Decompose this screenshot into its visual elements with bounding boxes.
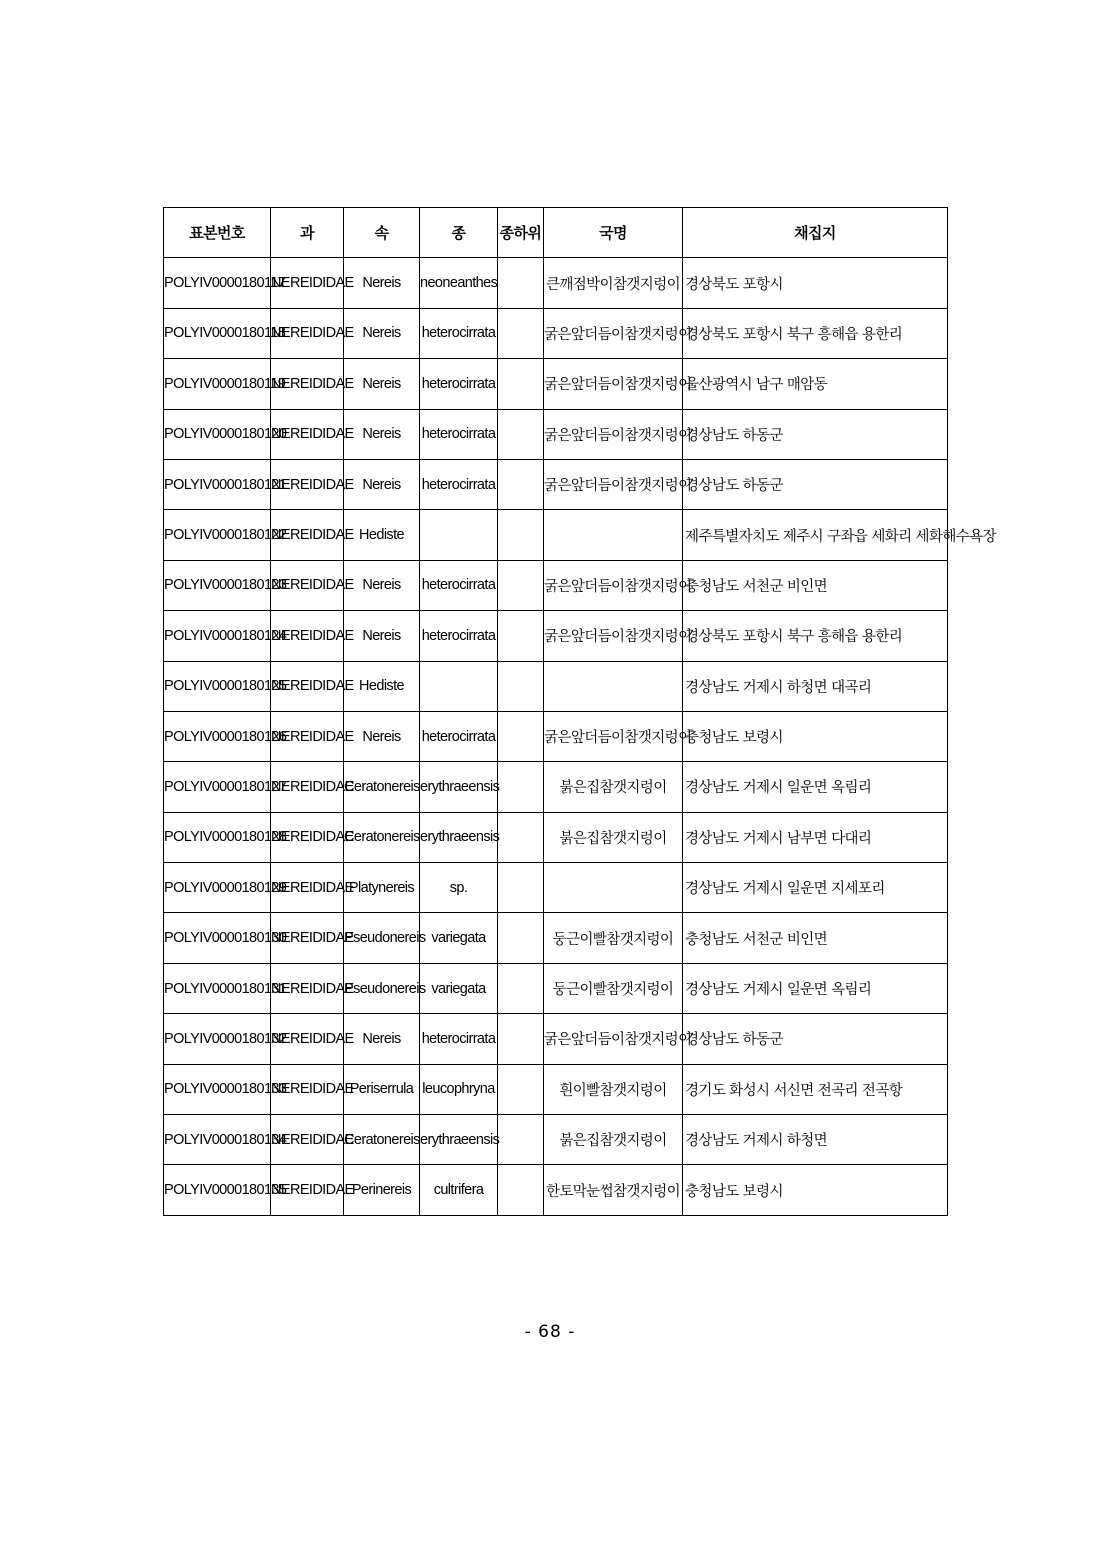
family-cell: NEREIDIDAE: [271, 963, 344, 1013]
korean-name-cell: 붉은집참갯지렁이: [544, 762, 683, 812]
collection-site-cell: 경상남도 거제시 하청면: [683, 1115, 948, 1165]
genus-cell: Periserrula: [344, 1064, 420, 1114]
genus-cell: Platynereis: [344, 863, 420, 913]
table-row: [164, 560, 948, 610]
subspecies-cell: [498, 661, 544, 711]
species-cell: cultrifera: [420, 1165, 498, 1215]
species-cell: erythraeensis: [420, 812, 498, 862]
family-cell: NEREIDIDAE: [271, 863, 344, 913]
table-row: [164, 1014, 948, 1064]
family-cell: NEREIDIDAE: [271, 1115, 344, 1165]
species-cell: erythraeensis: [420, 1115, 498, 1165]
subspecies-cell: [498, 359, 544, 409]
specimen-number-cell: POLYIV0000180118: [164, 308, 271, 358]
table-row: [164, 812, 948, 862]
specimen-table: [163, 207, 996, 1216]
table-row: [164, 1064, 948, 1114]
korean-name-cell: 둥근이빨참갯지렁이: [544, 963, 683, 1013]
family-cell: NEREIDIDAE: [271, 812, 344, 862]
collection-site-cell: 경상남도 거제시 하청면 대곡리: [683, 661, 948, 711]
genus-cell: Nereis: [344, 258, 420, 308]
genus-cell: Hediste: [344, 510, 420, 560]
species-cell: sp.: [420, 863, 498, 913]
collection-site-cell: 충청남도 보령시: [683, 1165, 948, 1215]
subspecies-cell: [498, 611, 544, 661]
genus-cell: Nereis: [344, 409, 420, 459]
subspecies-cell: [498, 1064, 544, 1114]
table-body: [164, 258, 996, 1215]
genus-cell: Perinereis: [344, 1165, 420, 1215]
species-cell: heterocirrata: [420, 560, 498, 610]
genus-cell: Nereis: [344, 359, 420, 409]
collection-site-cell: 경상남도 하동군: [683, 1014, 948, 1064]
subspecies-cell: [498, 711, 544, 761]
family-cell: NEREIDIDAE: [271, 1165, 344, 1215]
specimen-number-cell: POLYIV0000180132: [164, 1014, 271, 1064]
family-cell: NEREIDIDAE: [271, 359, 344, 409]
header-subspecies: 종하위: [498, 208, 544, 258]
specimen-number-cell: POLYIV0000180117: [164, 258, 271, 308]
specimen-number-cell: POLYIV0000180135: [164, 1165, 271, 1215]
specimen-number-cell: POLYIV0000180128: [164, 812, 271, 862]
family-cell: NEREIDIDAE: [271, 762, 344, 812]
table-row: [164, 1115, 948, 1165]
korean-name-cell: 굵은앞더듬이참갯지렁이: [544, 459, 683, 509]
korean-name-cell: 흰이빨참갯지렁이: [544, 1064, 683, 1114]
collection-site-cell: 경기도 화성시 서신면 전곡리 전곡항: [683, 1064, 948, 1114]
korean-name-cell: 굵은앞더듬이참갯지렁이: [544, 711, 683, 761]
table-row: [164, 1165, 948, 1215]
genus-cell: Nereis: [344, 711, 420, 761]
korean-name-cell: [544, 510, 683, 560]
genus-cell: Nereis: [344, 611, 420, 661]
species-cell: heterocirrata: [420, 459, 498, 509]
subspecies-cell: [498, 812, 544, 862]
species-cell: heterocirrata: [420, 359, 498, 409]
table-row: [164, 863, 948, 913]
header-korean-name: 국명: [544, 208, 683, 258]
genus-cell: Nereis: [344, 560, 420, 610]
korean-name-cell: 한토막눈썹참갯지렁이: [544, 1165, 683, 1215]
collection-site-cell: 경상북도 포항시 북구 흥해읍 용한리: [683, 611, 948, 661]
header-family: 과: [271, 208, 344, 258]
species-cell: variegata: [420, 913, 498, 963]
subspecies-cell: [498, 510, 544, 560]
subspecies-cell: [498, 963, 544, 1013]
family-cell: NEREIDIDAE: [271, 459, 344, 509]
header-row: [164, 208, 948, 258]
korean-name-cell: 굵은앞더듬이참갯지렁이: [544, 409, 683, 459]
collection-site-cell: 경상남도 거제시 남부면 다대리: [683, 812, 948, 862]
collection-site-cell: 경상북도 포항시: [683, 258, 948, 308]
subspecies-cell: [498, 863, 544, 913]
korean-name-cell: 둥근이빨참갯지렁이: [544, 913, 683, 963]
species-cell: heterocirrata: [420, 409, 498, 459]
specimen-number-cell: POLYIV0000180125: [164, 661, 271, 711]
collection-site-cell: 경상남도 하동군: [683, 409, 948, 459]
genus-cell: Ceratonereis: [344, 1115, 420, 1165]
genus-cell: Pseudonereis: [344, 913, 420, 963]
genus-cell: Ceratonereis: [344, 812, 420, 862]
korean-name-cell: [544, 863, 683, 913]
collection-site-cell: 울산광역시 남구 매암동: [683, 359, 948, 409]
species-cell: heterocirrata: [420, 711, 498, 761]
species-cell: leucophryna: [420, 1064, 498, 1114]
page-number: - 68 -: [524, 1322, 576, 1342]
family-cell: NEREIDIDAE: [271, 510, 344, 560]
species-cell: variegata: [420, 963, 498, 1013]
specimen-number-cell: POLYIV0000180131: [164, 963, 271, 1013]
genus-cell: Nereis: [344, 1014, 420, 1064]
header-species: 종: [420, 208, 498, 258]
table-row: [164, 308, 948, 358]
table-row: [164, 963, 948, 1013]
table-row: [164, 409, 948, 459]
species-cell: [420, 661, 498, 711]
collection-site-cell: 경상남도 하동군: [683, 459, 948, 509]
collection-site-cell: 충청남도 서천군 비인면: [683, 913, 948, 963]
family-cell: NEREIDIDAE: [271, 258, 344, 308]
specimen-number-cell: POLYIV0000180122: [164, 510, 271, 560]
specimen-number-cell: POLYIV0000180133: [164, 1064, 271, 1114]
table-row: [164, 611, 948, 661]
table-row: [164, 359, 948, 409]
genus-cell: Nereis: [344, 308, 420, 358]
specimen-number-cell: POLYIV0000180124: [164, 611, 271, 661]
korean-name-cell: 굵은앞더듬이참갯지렁이: [544, 560, 683, 610]
korean-name-cell: 굵은앞더듬이참갯지렁이: [544, 1014, 683, 1064]
specimen-number-cell: POLYIV0000180134: [164, 1115, 271, 1165]
collection-site-cell: 경상남도 거제시 일운면 옥림리: [683, 762, 948, 812]
species-cell: erythraeensis: [420, 762, 498, 812]
collection-site-cell: 경상북도 포항시 북구 흥해읍 용한리: [683, 308, 948, 358]
korean-name-cell: 큰깨점박이참갯지렁이: [544, 258, 683, 308]
table-row: [164, 459, 948, 509]
table-row: [164, 258, 948, 308]
species-cell: heterocirrata: [420, 611, 498, 661]
species-cell: neoneanthes: [420, 258, 498, 308]
table-row: [164, 661, 948, 711]
specimen-number-cell: POLYIV0000180119: [164, 359, 271, 409]
subspecies-cell: [498, 1165, 544, 1215]
specimen-number-cell: POLYIV0000180127: [164, 762, 271, 812]
family-cell: NEREIDIDAE: [271, 913, 344, 963]
subspecies-cell: [498, 762, 544, 812]
table-row: [164, 510, 948, 560]
collection-site-cell: 경상남도 거제시 일운면 옥림리: [683, 963, 948, 1013]
genus-cell: Hediste: [344, 661, 420, 711]
family-cell: NEREIDIDAE: [271, 560, 344, 610]
header-specimen-number: 표본번호: [164, 208, 271, 258]
species-cell: [420, 510, 498, 560]
korean-name-cell: 붉은집참갯지렁이: [544, 812, 683, 862]
korean-name-cell: 굵은앞더듬이참갯지렁이: [544, 359, 683, 409]
genus-cell: Pseudonereis: [344, 963, 420, 1013]
specimen-number-cell: POLYIV0000180120: [164, 409, 271, 459]
family-cell: NEREIDIDAE: [271, 1014, 344, 1064]
family-cell: NEREIDIDAE: [271, 661, 344, 711]
family-cell: NEREIDIDAE: [271, 308, 344, 358]
family-cell: NEREIDIDAE: [271, 611, 344, 661]
subspecies-cell: [498, 409, 544, 459]
table-row: [164, 711, 948, 761]
genus-cell: Nereis: [344, 459, 420, 509]
collection-site-cell: 경상남도 거제시 일운면 지세포리: [683, 863, 948, 913]
specimen-number-cell: POLYIV0000180123: [164, 560, 271, 610]
collection-site-cell: 충청남도 보령시: [683, 711, 948, 761]
korean-name-cell: 굵은앞더듬이참갯지렁이: [544, 611, 683, 661]
korean-name-cell: 붉은집참갯지렁이: [544, 1115, 683, 1165]
table-row: [164, 762, 948, 812]
subspecies-cell: [498, 560, 544, 610]
family-cell: NEREIDIDAE: [271, 711, 344, 761]
table-row: [164, 913, 948, 963]
specimen-number-cell: POLYIV0000180130: [164, 913, 271, 963]
korean-name-cell: [544, 661, 683, 711]
header-collection-site: 채집지: [683, 208, 948, 258]
collection-site-cell: 충청남도 서천군 비인면: [683, 560, 948, 610]
specimen-number-cell: POLYIV0000180121: [164, 459, 271, 509]
specimen-number-cell: POLYIV0000180129: [164, 863, 271, 913]
subspecies-cell: [498, 1014, 544, 1064]
header-genus: 속: [344, 208, 420, 258]
subspecies-cell: [498, 258, 544, 308]
subspecies-cell: [498, 1115, 544, 1165]
genus-cell: Ceratonereis: [344, 762, 420, 812]
subspecies-cell: [498, 459, 544, 509]
species-cell: heterocirrata: [420, 1014, 498, 1064]
specimen-number-cell: POLYIV0000180126: [164, 711, 271, 761]
subspecies-cell: [498, 308, 544, 358]
family-cell: NEREIDIDAE: [271, 1064, 344, 1114]
family-cell: NEREIDIDAE: [271, 409, 344, 459]
korean-name-cell: 굵은앞더듬이참갯지렁이: [544, 308, 683, 358]
collection-site-cell: 제주특별자치도 제주시 구좌읍 세화리 세화해수욕장: [683, 510, 948, 560]
species-cell: heterocirrata: [420, 308, 498, 358]
subspecies-cell: [498, 913, 544, 963]
